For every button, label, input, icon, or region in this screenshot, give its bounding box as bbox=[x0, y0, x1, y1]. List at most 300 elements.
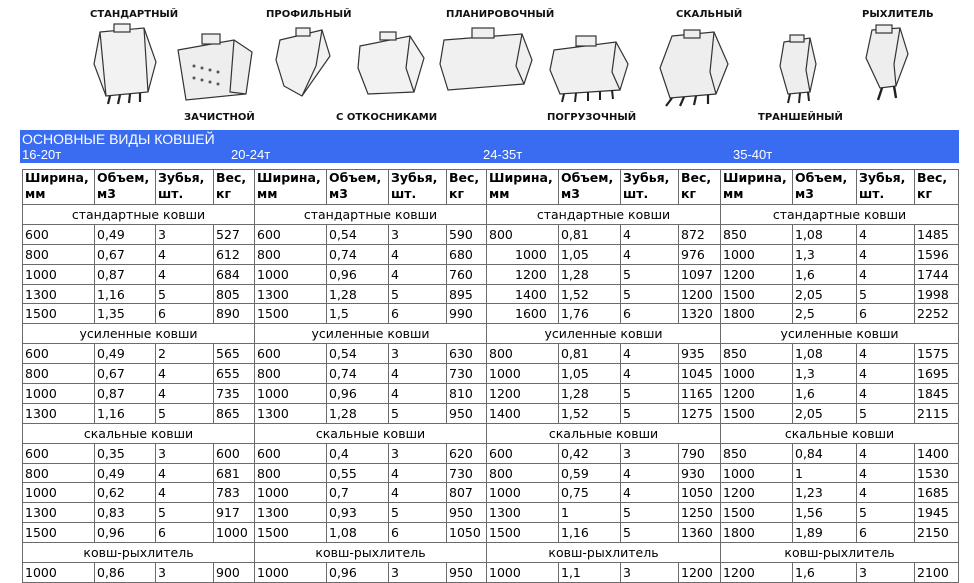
table-cell: 684 bbox=[214, 264, 255, 284]
section-title: усиленные ковши bbox=[487, 324, 721, 344]
table-cell: 3 bbox=[857, 563, 915, 583]
table-cell: 3 bbox=[156, 563, 214, 583]
table-cell: 0,49 bbox=[95, 463, 156, 483]
table-cell: 1,35 bbox=[95, 304, 156, 324]
column-header: Ширина, мм bbox=[721, 170, 793, 205]
table-cell: 850 bbox=[721, 443, 793, 463]
table-cell: 4 bbox=[857, 483, 915, 503]
table-cell: 0,49 bbox=[95, 224, 156, 244]
section-row bbox=[255, 205, 487, 225]
table-cell: 1500 bbox=[487, 523, 559, 543]
bucket-label-cleaning: ЗАЧИСТНОЙ bbox=[184, 112, 255, 123]
bucket-label-slope: С ОТКОСНИКАМИ bbox=[336, 112, 438, 123]
section-row bbox=[23, 324, 255, 344]
section-title: стандартные ковши bbox=[721, 205, 959, 225]
section-title: усиленные ковши bbox=[255, 324, 487, 344]
table-cell: 6 bbox=[156, 523, 214, 543]
table-row bbox=[23, 443, 255, 463]
table-cell: 1000 bbox=[23, 384, 95, 404]
table-cell: 2100 bbox=[915, 563, 959, 583]
table-cell: 6 bbox=[857, 523, 915, 543]
loading-bucket-illustration bbox=[548, 34, 634, 106]
table-cell: 1500 bbox=[255, 523, 327, 543]
table-cell: 0,62 bbox=[95, 483, 156, 503]
table-cell: 1,6 bbox=[793, 384, 857, 404]
table-cell: 1695 bbox=[915, 364, 959, 384]
table-cell: 4 bbox=[857, 244, 915, 264]
table-cell: 5 bbox=[621, 403, 679, 423]
section-title: ковш-рыхлитель bbox=[721, 543, 959, 563]
table-row bbox=[487, 403, 721, 423]
table-cell: 1,05 bbox=[559, 364, 621, 384]
table-cell: 2,05 bbox=[793, 284, 857, 304]
table-cell: 1165 bbox=[679, 384, 721, 404]
section-row bbox=[23, 543, 255, 563]
table-cell: 1,08 bbox=[793, 344, 857, 364]
table-cell: 0,96 bbox=[95, 523, 156, 543]
section-row bbox=[255, 324, 487, 344]
table-row bbox=[487, 304, 721, 324]
table-cell: 850 bbox=[721, 224, 793, 244]
table-cell: 3 bbox=[156, 443, 214, 463]
table-row bbox=[721, 304, 959, 324]
table-cell: 0,75 bbox=[559, 483, 621, 503]
table-cell: 4 bbox=[389, 463, 447, 483]
section-title: скальные ковши bbox=[721, 423, 959, 443]
range-label-3: 24-35т bbox=[483, 147, 523, 162]
table-cell: 4 bbox=[389, 364, 447, 384]
table-cell: 3 bbox=[389, 224, 447, 244]
table-row bbox=[255, 244, 487, 264]
table-cell: 4 bbox=[156, 264, 214, 284]
table-cell: 3 bbox=[156, 224, 214, 244]
column-header: Вес, кг bbox=[214, 170, 255, 205]
table-cell: 2115 bbox=[915, 403, 959, 423]
table-cell: 1500 bbox=[255, 304, 327, 324]
table-cell: 565 bbox=[214, 344, 255, 364]
range-label-1: 16-20т bbox=[22, 147, 62, 162]
table-row bbox=[721, 384, 959, 404]
table-cell: 4 bbox=[621, 463, 679, 483]
table-cell: 0,35 bbox=[95, 443, 156, 463]
table-cell: 1800 bbox=[721, 304, 793, 324]
section-row bbox=[721, 543, 959, 563]
table-cell: 4 bbox=[621, 244, 679, 264]
table-cell: 4 bbox=[389, 483, 447, 503]
table-cell: 735 bbox=[214, 384, 255, 404]
section-row bbox=[23, 205, 255, 225]
rock-bucket-illustration bbox=[654, 28, 738, 108]
table-cell: 4 bbox=[156, 244, 214, 264]
table-cell: 612 bbox=[214, 244, 255, 264]
table-cell: 1,76 bbox=[559, 304, 621, 324]
table-cell: 4 bbox=[857, 364, 915, 384]
table-cell: 2150 bbox=[915, 523, 959, 543]
table-cell: 1000 bbox=[214, 523, 255, 543]
table-cell: 3 bbox=[621, 563, 679, 583]
table-cell: 783 bbox=[214, 483, 255, 503]
table-cell: 4 bbox=[857, 344, 915, 364]
table-cell: 1200 bbox=[721, 563, 793, 583]
table-cell: 0,54 bbox=[327, 224, 389, 244]
table-cell: 680 bbox=[447, 244, 487, 264]
table-cell: 1,5 bbox=[327, 304, 389, 324]
table-row bbox=[255, 284, 487, 304]
table-cell: 600 bbox=[255, 224, 327, 244]
table-cell: 1300 bbox=[255, 284, 327, 304]
table-row bbox=[255, 463, 487, 483]
table-row bbox=[23, 563, 255, 583]
table-cell: 0,74 bbox=[327, 244, 389, 264]
table-cell: 0,74 bbox=[327, 364, 389, 384]
table-cell: 0,96 bbox=[327, 384, 389, 404]
table-row bbox=[23, 364, 255, 384]
table-cell: 600 bbox=[23, 443, 95, 463]
table-row bbox=[255, 224, 487, 244]
table-cell: 3 bbox=[389, 563, 447, 583]
header-row bbox=[487, 170, 721, 205]
table-cell: 1000 bbox=[23, 483, 95, 503]
section-row bbox=[487, 543, 721, 563]
table-row bbox=[23, 264, 255, 284]
table-cell: 1,56 bbox=[793, 503, 857, 523]
table-row bbox=[721, 244, 959, 264]
table-cell: 4 bbox=[389, 384, 447, 404]
table-cell: 917 bbox=[214, 503, 255, 523]
column-header: Вес, кг bbox=[447, 170, 487, 205]
table-cell: 0,59 bbox=[559, 463, 621, 483]
column-header: Зубья, шт. bbox=[857, 170, 915, 205]
table-row bbox=[721, 284, 959, 304]
table-row bbox=[23, 284, 255, 304]
table-cell: 1097 bbox=[679, 264, 721, 284]
table-cell: 1300 bbox=[23, 284, 95, 304]
table-cell: 990 bbox=[447, 304, 487, 324]
section-title: усиленные ковши bbox=[721, 324, 959, 344]
table-row bbox=[721, 344, 959, 364]
bucket-label-rock: СКАЛЬНЫЙ bbox=[676, 9, 743, 20]
table-row bbox=[255, 264, 487, 284]
table-cell: 1200 bbox=[721, 264, 793, 284]
table-row bbox=[487, 244, 721, 264]
table-cell: 0,54 bbox=[327, 344, 389, 364]
table-cell: 1000 bbox=[23, 563, 95, 583]
table-cell: 1000 bbox=[255, 264, 327, 284]
table-row bbox=[487, 384, 721, 404]
table-cell: 935 bbox=[679, 344, 721, 364]
table-cell: 1500 bbox=[721, 403, 793, 423]
table-cell: 1596 bbox=[915, 244, 959, 264]
table-cell: 1,52 bbox=[559, 403, 621, 423]
table-row bbox=[721, 224, 959, 244]
table-cell: 930 bbox=[679, 463, 721, 483]
column-header: Зубья, шт. bbox=[156, 170, 214, 205]
table-cell: 1300 bbox=[255, 403, 327, 423]
table-cell: 1,1 bbox=[559, 563, 621, 583]
column-header: Объем, м3 bbox=[793, 170, 857, 205]
table-cell: 1,16 bbox=[559, 523, 621, 543]
bucket-label-grading: ПЛАНИРОВОЧНЫЙ bbox=[446, 9, 555, 20]
table-cell: 5 bbox=[389, 503, 447, 523]
table-row bbox=[255, 364, 487, 384]
bucket-table-20-24t bbox=[254, 169, 487, 583]
section-row bbox=[255, 543, 487, 563]
table-cell: 1500 bbox=[23, 304, 95, 324]
table-cell: 1500 bbox=[721, 284, 793, 304]
table-cell: 3 bbox=[389, 344, 447, 364]
table-row bbox=[23, 523, 255, 543]
table-cell: 1250 bbox=[679, 503, 721, 523]
table-cell: 1400 bbox=[487, 403, 559, 423]
table-cell: 1320 bbox=[679, 304, 721, 324]
table-row bbox=[23, 463, 255, 483]
table-cell: 800 bbox=[23, 244, 95, 264]
table-cell: 1,3 bbox=[793, 364, 857, 384]
table-cell: 1,89 bbox=[793, 523, 857, 543]
section-title: усиленные ковши bbox=[23, 324, 255, 344]
column-header: Зубья, шт. bbox=[389, 170, 447, 205]
table-cell: 800 bbox=[255, 364, 327, 384]
table-cell: 4 bbox=[857, 224, 915, 244]
table-cell: 0,4 bbox=[327, 443, 389, 463]
range-label-2: 20-24т bbox=[231, 147, 271, 162]
column-header: Ширина, мм bbox=[255, 170, 327, 205]
table-cell: 5 bbox=[156, 503, 214, 523]
table-cell: 6 bbox=[156, 304, 214, 324]
table-row bbox=[255, 344, 487, 364]
table-cell: 895 bbox=[447, 284, 487, 304]
table-row bbox=[721, 503, 959, 523]
table-cell: 805 bbox=[214, 284, 255, 304]
table-cell: 1500 bbox=[23, 523, 95, 543]
table-cell: 5 bbox=[857, 284, 915, 304]
section-title: ковш-рыхлитель bbox=[255, 543, 487, 563]
table-row bbox=[255, 403, 487, 423]
section-row bbox=[721, 423, 959, 443]
table-cell: 5 bbox=[621, 503, 679, 523]
table-cell: 600 bbox=[23, 344, 95, 364]
table-cell: 4 bbox=[389, 244, 447, 264]
table-cell: 630 bbox=[447, 344, 487, 364]
table-cell: 1200 bbox=[721, 483, 793, 503]
table-cell: 1000 bbox=[255, 384, 327, 404]
table-cell: 0,49 bbox=[95, 344, 156, 364]
table-cell: 4 bbox=[389, 264, 447, 284]
table-cell: 800 bbox=[255, 463, 327, 483]
table-cell: 5 bbox=[621, 284, 679, 304]
column-header: Ширина, мм bbox=[487, 170, 559, 205]
table-row bbox=[23, 483, 255, 503]
table-cell: 1300 bbox=[487, 503, 559, 523]
table-cell: 1,28 bbox=[559, 384, 621, 404]
section-title: скальные ковши bbox=[487, 423, 721, 443]
section-row bbox=[487, 205, 721, 225]
table-cell: 1400 bbox=[487, 284, 559, 304]
table-cell: 600 bbox=[255, 443, 327, 463]
table-cell: 1485 bbox=[915, 224, 959, 244]
table-cell: 1300 bbox=[255, 503, 327, 523]
bucket-label-profile: ПРОФИЛЬНЫЙ bbox=[266, 9, 352, 20]
table-cell: 1300 bbox=[23, 503, 95, 523]
table-cell: 1000 bbox=[255, 563, 327, 583]
section-row bbox=[487, 423, 721, 443]
table-row bbox=[487, 284, 721, 304]
section-row bbox=[255, 423, 487, 443]
table-row bbox=[23, 384, 255, 404]
table-cell: 730 bbox=[447, 364, 487, 384]
table-cell: 1400 bbox=[915, 443, 959, 463]
table-cell: 1200 bbox=[679, 563, 721, 583]
bucket-table-35-40t bbox=[720, 169, 959, 583]
table-cell: 1600 bbox=[487, 304, 559, 324]
table-cell: 800 bbox=[255, 244, 327, 264]
section-row bbox=[721, 324, 959, 344]
table-cell: 655 bbox=[214, 364, 255, 384]
table-cell: 4 bbox=[621, 364, 679, 384]
table-row bbox=[487, 364, 721, 384]
table-cell: 2,05 bbox=[793, 403, 857, 423]
table-cell: 810 bbox=[447, 384, 487, 404]
table-row bbox=[255, 483, 487, 503]
table-cell: 0,67 bbox=[95, 364, 156, 384]
table-cell: 5 bbox=[621, 384, 679, 404]
table-cell: 1000 bbox=[255, 483, 327, 503]
table-cell: 1,16 bbox=[95, 403, 156, 423]
table-cell: 2,5 bbox=[793, 304, 857, 324]
column-header: Вес, кг bbox=[915, 170, 959, 205]
column-header: Объем, м3 bbox=[95, 170, 156, 205]
table-cell: 1 bbox=[559, 503, 621, 523]
table-cell: 800 bbox=[23, 463, 95, 483]
table-cell: 1,08 bbox=[327, 523, 389, 543]
column-header: Объем, м3 bbox=[327, 170, 389, 205]
table-cell: 865 bbox=[214, 403, 255, 423]
table-row bbox=[721, 483, 959, 503]
table-cell: 1998 bbox=[915, 284, 959, 304]
table-row bbox=[487, 344, 721, 364]
table-cell: 1000 bbox=[721, 364, 793, 384]
table-cell: 1200 bbox=[487, 264, 559, 284]
table-cell: 950 bbox=[447, 503, 487, 523]
table-cell: 600 bbox=[255, 344, 327, 364]
bucket-label-loading: ПОГРУЗОЧНЫЙ bbox=[547, 112, 637, 123]
table-cell: 800 bbox=[487, 224, 559, 244]
table-cell: 600 bbox=[214, 443, 255, 463]
table-cell: 1000 bbox=[487, 244, 559, 264]
table-row bbox=[487, 503, 721, 523]
table-row bbox=[255, 304, 487, 324]
table-cell: 0,86 bbox=[95, 563, 156, 583]
table-cell: 6 bbox=[857, 304, 915, 324]
table-cell: 0,87 bbox=[95, 264, 156, 284]
table-cell: 1200 bbox=[679, 284, 721, 304]
section-title: скальные ковши bbox=[23, 423, 255, 443]
table-cell: 0,96 bbox=[327, 264, 389, 284]
table-cell: 1045 bbox=[679, 364, 721, 384]
table-cell: 2 bbox=[156, 344, 214, 364]
bucket-types-strip bbox=[0, 0, 974, 128]
banner-title: ОСНОВНЫЕ ВИДЫ КОВШЕЙ bbox=[22, 131, 215, 147]
range-label-4: 35-40т bbox=[733, 147, 773, 162]
section-title: стандартные ковши bbox=[255, 205, 487, 225]
table-row bbox=[487, 443, 721, 463]
bucket-label-ripper: РЫХЛИТЕЛЬ bbox=[862, 9, 934, 20]
title-banner bbox=[20, 130, 959, 163]
table-cell: 5 bbox=[156, 403, 214, 423]
table-row bbox=[23, 304, 255, 324]
table-cell: 5 bbox=[857, 503, 915, 523]
table-row bbox=[487, 563, 721, 583]
section-row bbox=[23, 423, 255, 443]
table-cell: 950 bbox=[447, 563, 487, 583]
table-cell: 6 bbox=[621, 304, 679, 324]
table-cell: 4 bbox=[621, 224, 679, 244]
table-cell: 4 bbox=[857, 264, 915, 284]
table-cell: 1530 bbox=[915, 463, 959, 483]
table-cell: 800 bbox=[487, 463, 559, 483]
table-cell: 900 bbox=[214, 563, 255, 583]
table-cell: 620 bbox=[447, 443, 487, 463]
column-header: Объем, м3 bbox=[559, 170, 621, 205]
section-title: стандартные ковши bbox=[487, 205, 721, 225]
table-row bbox=[23, 344, 255, 364]
section-row bbox=[487, 324, 721, 344]
table-row bbox=[255, 503, 487, 523]
table-cell: 1200 bbox=[487, 384, 559, 404]
trench-bucket-illustration bbox=[776, 34, 822, 106]
table-row bbox=[721, 443, 959, 463]
table-cell: 527 bbox=[214, 224, 255, 244]
table-row bbox=[721, 563, 959, 583]
table-row bbox=[721, 403, 959, 423]
table-cell: 1845 bbox=[915, 384, 959, 404]
table-cell: 1050 bbox=[679, 483, 721, 503]
table-cell: 872 bbox=[679, 224, 721, 244]
table-cell: 1,3 bbox=[793, 244, 857, 264]
table-cell: 1000 bbox=[487, 364, 559, 384]
table-cell: 1,28 bbox=[559, 264, 621, 284]
table-cell: 5 bbox=[621, 264, 679, 284]
table-cell: 0,96 bbox=[327, 563, 389, 583]
table-cell: 1 bbox=[793, 463, 857, 483]
table-cell: 1500 bbox=[721, 503, 793, 523]
table-cell: 1200 bbox=[721, 384, 793, 404]
table-cell: 5 bbox=[156, 284, 214, 304]
table-cell: 850 bbox=[721, 344, 793, 364]
table-row bbox=[23, 224, 255, 244]
table-row bbox=[721, 523, 959, 543]
table-cell: 1,08 bbox=[793, 224, 857, 244]
profile-bucket-illustration bbox=[272, 26, 338, 102]
table-row bbox=[487, 483, 721, 503]
table-row bbox=[255, 523, 487, 543]
table-cell: 800 bbox=[487, 344, 559, 364]
section-title: ковш-рыхлитель bbox=[23, 543, 255, 563]
table-cell: 0,81 bbox=[559, 344, 621, 364]
header-row bbox=[721, 170, 959, 205]
bucket-label-trench: ТРАНШЕЙНЫЙ bbox=[758, 112, 843, 123]
grading-bucket-illustration bbox=[438, 26, 536, 96]
table-cell: 590 bbox=[447, 224, 487, 244]
cleaning-bucket-illustration bbox=[172, 30, 258, 104]
table-cell: 4 bbox=[621, 344, 679, 364]
header-row bbox=[23, 170, 255, 205]
table-cell: 1685 bbox=[915, 483, 959, 503]
table-cell: 600 bbox=[487, 443, 559, 463]
table-row bbox=[487, 264, 721, 284]
table-row bbox=[23, 244, 255, 264]
table-row bbox=[487, 523, 721, 543]
